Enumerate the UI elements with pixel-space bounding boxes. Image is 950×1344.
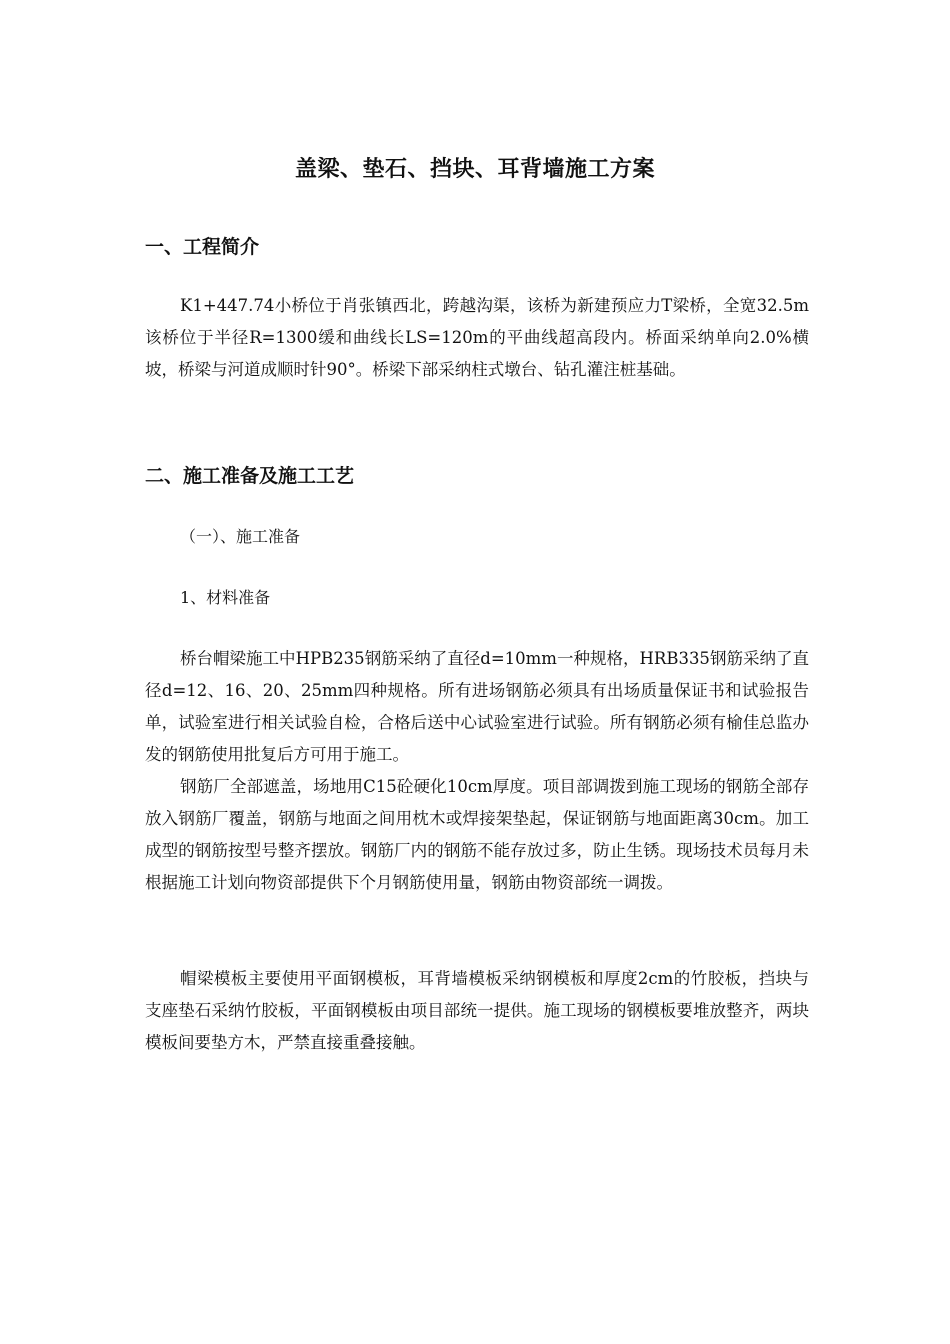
- paragraph-formwork: 帽梁模板主要使用平面钢模板，耳背墙模板采纳钢模板和厚度2cm的竹胶板，挡块与支座垫石采纳竹胶板，平面钢模板由项目部统一提供。施工现场的钢模板要堆放整齐，两块模板间要垫方木，严禁直接重叠接触。: [145, 969, 809, 1052]
- subheading-construction-preparation: （一）、施工准备: [180, 527, 301, 546]
- section-heading-preparation: 二、施工准备及施工工艺: [145, 465, 355, 487]
- paragraph-rebar-specs: 桥台帽梁施工中HPB235钢筋采纳了直径d=10mm一种规格，HRB335钢筋采纳了直径d=12、16、20、25mm四种规格。所有进场钢筋必须具有出场质量保证书和试验报告单，试验室进行相关试验自检，合格后送中心试验室进行试验。所有钢筋必须有榆佳总监办发的钢筋使用批复后方可用于施工。: [145, 649, 809, 764]
- item-heading-material-preparation: 1、材料准备: [180, 588, 271, 607]
- document-title: 盖梁、垫石、挡块、耳背墙施工方案: [294, 157, 655, 182]
- section-heading-overview: 一、工程简介: [145, 236, 260, 258]
- overview-paragraph: K1+447.74小桥位于肖张镇西北，跨越沟渠，该桥为新建预应力T梁桥，全宽32.5m该桥位于半径R=1300缓和曲线长LS=120m的平曲线超高段内。桥面采纳单向2.0%横坡，桥梁与河道成顺时针90°。桥梁下部采纳柱式墩台、钻孔灌注桩基础。: [145, 296, 809, 379]
- paragraph-rebar-storage: 钢筋厂全部遮盖，场地用C15砼硬化10cm厚度。项目部调拨到施工现场的钢筋全部存放入钢筋厂覆盖，钢筋与地面之间用枕木或焊接架垫起，保证钢筋与地面距离30cm。加工成型的钢筋按型号整齐摆放。钢筋厂内的钢筋不能存放过多，防止生锈。现场技术员每月未根据施工计划向物资部提供下个月钢筋使用量，钢筋由物资部统一调拨。: [145, 777, 809, 892]
